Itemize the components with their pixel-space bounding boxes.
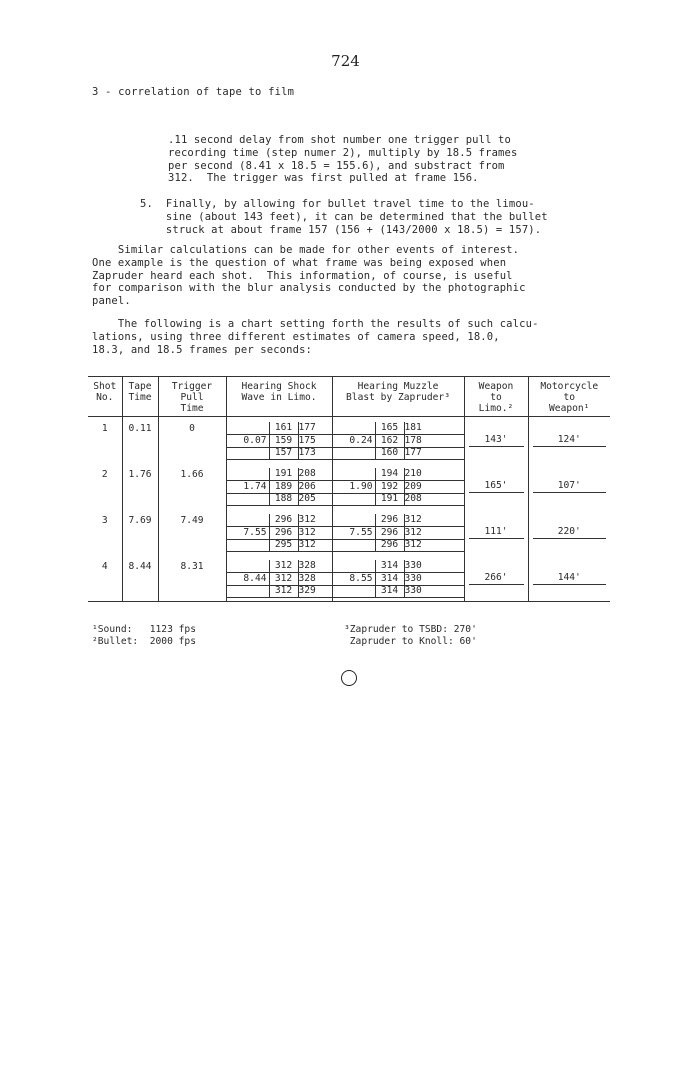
cell-muzzle-blast-start-frame: 192 [375,481,405,493]
cell-shock-wave-start-frame: 157 [269,447,299,459]
table-row [88,417,610,464]
cell-shot-no [88,509,122,555]
cell-muzzle-blast-end-frame: 330 [404,573,422,584]
cell-shock-wave-start-frame: 296 [269,527,299,539]
cell-muzzle-blast-delay: 0.24 [349,435,373,446]
hole-punch-circle [341,670,357,686]
cell-shock-wave-end-frame: 205 [298,493,316,504]
cell-shot-no-value: 1 [101,423,108,434]
cell-trigger-time [158,463,226,509]
table-body [88,417,610,602]
cell-weapon-to-limo [464,509,528,555]
cell-muzzle-blast-speed-row [333,560,464,572]
header-hearing-shock-wave: Hearing Shock Wave in Limo. [226,377,332,417]
cell-tape-time-value: 0.11 [128,423,152,434]
cell-trigger-time-value: 1.66 [180,469,204,480]
cell-muzzle-blast-start-frame: 162 [375,435,405,447]
cell-shot-no-value: 2 [101,469,108,480]
cell-muzzle-blast-delay: 8.55 [349,573,373,584]
cell-muzzle-blast-end-frame: 210 [404,468,422,479]
cell-weapon-to-limo [464,463,528,509]
cell-muzzle-blast-speed-row [333,514,464,526]
cell-tape-time-value: 7.69 [128,515,152,526]
cell-shock-wave-speed-row [227,560,332,572]
cell-shock-wave-speed-row [227,585,332,598]
results-table [88,376,610,602]
cell-muzzle-blast-end-frame: 178 [404,435,422,446]
cell-shock-wave-speed-row [227,422,332,434]
cell-trigger-time [158,555,226,602]
cell-shock-wave-end-frame: 312 [298,539,316,550]
cell-trigger-time-value: 8.31 [180,561,204,572]
cell-shock-wave-speed-row [227,539,332,552]
cell-shock-wave-end-frame: 173 [298,447,316,458]
cell-shock-wave-speed-row [227,514,332,526]
cell-shock-wave-start-frame: 191 [269,468,299,480]
header-tape-time: Tape Time [122,377,158,417]
cell-trigger-time [158,509,226,555]
cell-shock-wave-start-frame: 161 [269,422,299,434]
cell-muzzle-blast-start-frame: 314 [375,573,405,585]
cell-tape-time-value: 8.44 [128,561,152,572]
cell-motorcycle-to-weapon-value: 144' [533,572,607,585]
cell-tape-time [122,555,158,602]
cell-shock-wave-start-frame: 312 [269,573,299,585]
cell-muzzle-blast-end-frame: 312 [404,514,422,525]
cell-shock-wave [226,509,332,555]
cell-muzzle-blast-start-frame: 165 [375,422,405,434]
cell-shock-wave-delay: 8.44 [243,573,267,584]
table-row [88,463,610,509]
cell-shock-wave-start-frame: 312 [269,560,299,572]
cell-weapon-to-limo [464,555,528,602]
header-hearing-muzzle-blast: Hearing Muzzle Blast by Zapruder³ [332,377,464,417]
cell-tape-time-value: 1.76 [128,469,152,480]
cell-shock-wave-end-frame: 175 [298,435,316,446]
cell-shot-no [88,417,122,464]
cell-shock-wave-speed-row [227,447,332,460]
cell-muzzle-blast-end-frame: 181 [404,422,422,433]
cell-trigger-time-value: 7.49 [180,515,204,526]
cell-muzzle-blast-start-frame: 160 [375,447,405,459]
cell-shock-wave-start-frame: 188 [269,493,299,505]
paragraph-similar-calculations: Similar calculations can be made for other events of interest. One example is the question of what frame was being exposed when Zapruder heard each shot. This information, of course, is useful for comparison with the blur analysis conducted by the photographic panel. [92,244,526,308]
cell-shock-wave-speed-row [227,468,332,480]
cell-motorcycle-to-weapon [528,417,610,464]
cell-tape-time [122,509,158,555]
cell-muzzle-blast-start-frame: 296 [375,514,405,526]
cell-muzzle-blast-end-frame: 312 [404,539,422,550]
cell-muzzle-blast-start-frame: 296 [375,539,405,551]
cell-muzzle-blast-speed-row [333,480,464,494]
cell-muzzle-blast-start-frame: 296 [375,527,405,539]
header-shot-no: Shot No. [88,377,122,417]
header-weapon-to-limo: Weapon to Limo.² [464,377,528,417]
table-row [88,555,610,602]
cell-muzzle-blast-speed-row [333,539,464,552]
cell-shock-wave-end-frame: 328 [298,573,316,584]
cell-shock-wave-delay: 0.07 [243,435,267,446]
cell-muzzle-blast-delay: 7.55 [349,527,373,538]
cell-shock-wave-end-frame: 177 [298,422,316,433]
table-header-row [88,377,610,417]
cell-shock-wave-end-frame: 328 [298,560,316,571]
cell-muzzle-blast-end-frame: 177 [404,447,422,458]
cell-muzzle-blast-speed-row [333,434,464,448]
cell-trigger-time-value: 0 [189,423,195,434]
cell-muzzle-blast-end-frame: 208 [404,493,422,504]
cell-muzzle-blast [332,417,464,464]
cell-shot-no-value: 3 [101,515,108,526]
cell-weapon-to-limo-value: 165' [469,480,524,493]
cell-muzzle-blast-speed-row [333,422,464,434]
cell-shock-wave-start-frame: 312 [269,585,299,597]
cell-muzzle-blast-end-frame: 312 [404,527,422,538]
paragraph-bullet-travel: 5. Finally, by allowing for bullet travel time to the limou- sine (about 143 feet), it can be determined that the bullet struck at about frame 157 (156 + (143/2000 x 18.5) = 157). [140,198,548,236]
cell-shock-wave-delay: 1.74 [243,481,267,492]
table-row [88,509,610,555]
cell-shock-wave-speed-row [227,493,332,506]
cell-shock-wave-speed-row [227,434,332,448]
cell-shock-wave-start-frame: 189 [269,481,299,493]
cell-shock-wave [226,417,332,464]
paragraph-delay-calculation: .11 second delay from shot number one trigger pull to recording time (step numer 2), multiply by 18.5 frames per second (8.41 x 18.5 = 155.6), and substract from 312. The trigger was first pulled at frame 156. [168,134,518,185]
cell-trigger-time [158,417,226,464]
cell-shock-wave-start-frame: 296 [269,514,299,526]
cell-muzzle-blast-start-frame: 194 [375,468,405,480]
paragraph-chart-intro: The following is a chart setting forth the results of such calcu- lations, using three different estimates of camera speed, 18.0, 18.3, and 18.5 frames per seconds: [92,318,539,356]
cell-muzzle-blast-start-frame: 314 [375,585,405,597]
cell-motorcycle-to-weapon [528,509,610,555]
cell-shock-wave-speed-row [227,480,332,494]
cell-muzzle-blast-speed-row [333,526,464,540]
cell-shock-wave-end-frame: 206 [298,481,316,492]
cell-muzzle-blast [332,555,464,602]
cell-shock-wave-start-frame: 295 [269,539,299,551]
cell-shock-wave-start-frame: 159 [269,435,299,447]
cell-motorcycle-to-weapon-value: 220' [533,526,607,539]
cell-muzzle-blast-speed-row [333,585,464,598]
cell-shock-wave-delay: 7.55 [243,527,267,538]
cell-muzzle-blast-end-frame: 330 [404,585,422,596]
cell-muzzle-blast-speed-row [333,447,464,460]
cell-muzzle-blast-delay: 1.90 [349,481,373,492]
page-number: 724 [331,52,360,70]
header-trigger-pull-time: Trigger Pull Time [158,377,226,417]
cell-muzzle-blast-speed-row [333,572,464,586]
cell-motorcycle-to-weapon-value: 107' [533,480,607,493]
cell-muzzle-blast-speed-row [333,468,464,480]
cell-shock-wave-end-frame: 208 [298,468,316,479]
cell-muzzle-blast [332,509,464,555]
cell-muzzle-blast [332,463,464,509]
header-motorcycle-to-weapon: Motorcycle to Weapon¹ [528,377,610,417]
cell-shock-wave-end-frame: 312 [298,514,316,525]
cell-motorcycle-to-weapon-value: 124' [533,434,607,447]
cell-shock-wave-end-frame: 329 [298,585,316,596]
cell-muzzle-blast-start-frame: 314 [375,560,405,572]
cell-tape-time [122,463,158,509]
cell-motorcycle-to-weapon [528,463,610,509]
cell-weapon-to-limo [464,417,528,464]
footnote-speeds: ¹Sound: 1123 fps ²Bullet: 2000 fps [92,624,196,647]
cell-weapon-to-limo-value: 143' [469,434,524,447]
cell-weapon-to-limo-value: 266' [469,572,524,585]
cell-muzzle-blast-speed-row [333,493,464,506]
cell-shock-wave [226,555,332,602]
cell-shock-wave-speed-row [227,572,332,586]
cell-shock-wave [226,463,332,509]
cell-muzzle-blast-start-frame: 191 [375,493,405,505]
cell-muzzle-blast-end-frame: 330 [404,560,422,571]
cell-tape-time [122,417,158,464]
cell-muzzle-blast-end-frame: 209 [404,481,422,492]
cell-shot-no [88,555,122,602]
cell-motorcycle-to-weapon [528,555,610,602]
cell-shot-no-value: 4 [101,561,108,572]
cell-shock-wave-speed-row [227,526,332,540]
section-heading: 3 - correlation of tape to film [92,86,295,98]
footnote-distances: ³Zapruder to TSBD: 270' Zapruder to Knoll: 60' [344,624,477,647]
cell-shot-no [88,463,122,509]
cell-shock-wave-end-frame: 312 [298,527,316,538]
cell-weapon-to-limo-value: 111' [469,526,524,539]
